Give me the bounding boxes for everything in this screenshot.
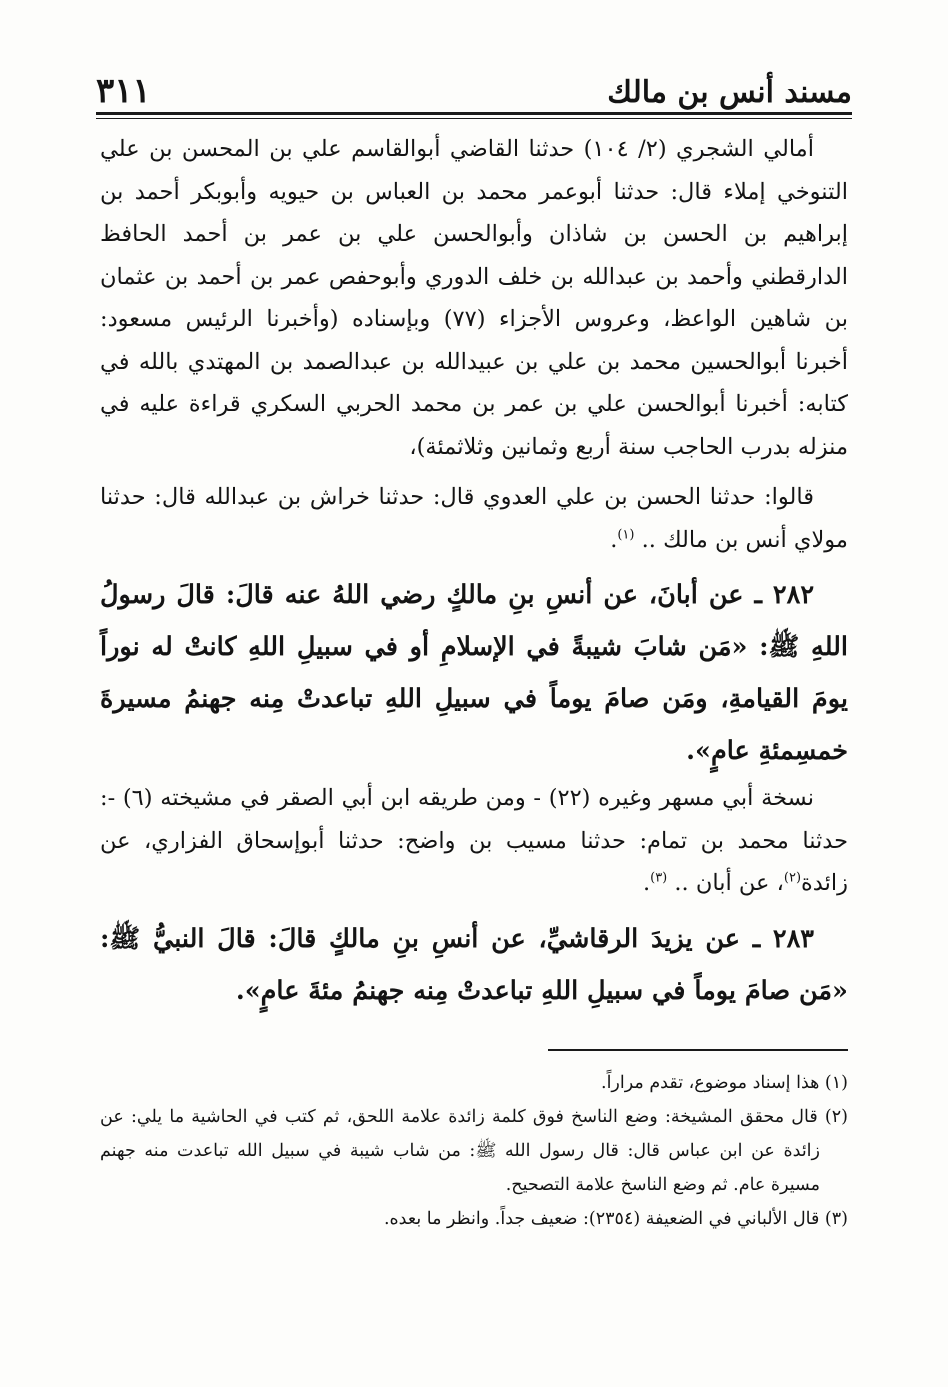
running-title: مسند أنس بن مالك — [607, 75, 852, 110]
footnote-ref-1: (١) — [617, 527, 635, 542]
footnote-ref-3: (٣) — [650, 870, 668, 886]
header-rule-thick — [96, 112, 852, 115]
source-paragraph-2: نسخة أبي مسهر وغيره (٢٢) - ومن طريقه ابن أبي الصقر في مشيخته (٦) -: حدثنا محمد بن تمام: حدثنا مسيب بن واضح: حدثنا أبوإسحاق الفزاري، عن زائدة$^{(٢)}$، عن أبان .. $^{(٣)}$. — [100, 785, 848, 896]
source-text-2a: نسخة أبي مسهر وغيره (٢٢) - ومن طريقه ابن أبي الصقر في مشيخته (٦) -: حدثنا محمد بن تمام: حدثنا مسيب بن واضح: حدثنا أبوإسحاق الفزاري، عن زائدة — [100, 785, 848, 896]
footnote-ref-2: (٢) — [783, 870, 802, 886]
footnote-divider — [548, 1049, 848, 1051]
source-text-2b: ، عن أبان .. — [674, 870, 784, 896]
footnotes — [100, 1066, 848, 1236]
hadith-283: ٢٨٣ ـ عن يزيدَ الرقاشيِّ، عن أنسِ بنِ مالكٍ قالَ: قالَ النبيُّ ﷺ: «مَن صامَ يوماً في سبيلِ اللهِ تباعدتْ مِنه جهنمُ مئةَ عامٍ». — [100, 923, 848, 1006]
page-number: ٣١١ — [96, 71, 151, 111]
chain-paragraph: قالوا: حدثنا الحسن بن علي العدوي قال: حدثنا خراش بن عبدالله قال: حدثنا مولاي أنس بن مالك .. $^{(١)}$. — [100, 484, 848, 553]
source-paragraph: أمالي الشجري (٢/ ١٠٤) حدثنا القاضي أبوالقاسم علي بن المحسن بن علي التنوخي إملاء قال: حدثنا أبوعمر محمد بن العباس بن حيويه وأبوبكر أحمد بن إبراهيم بن الحسن بن شاذان وأبوالحسن علي بن عمر بن أحمد الحافظ الدارقطني وأحمد بن عبدالله بن خلف الدوري وأبوحفص عمر بن أحمد بن عثمان بن شاهين الواعظ، وعروس الأجزاء (٧٧) وبإسناده (وأخبرنا الرئيس مسعود: أخبرنا أبوالحسين محمد بن علي بن عبيدالله بن عبدالصمد بن المهتدي بالله في كتابه: أخبرنا أبوالحسن علي بن عمر بن محمد الحربي السكري قراءة عليه في منزله بدرب الحاجب سنة أربع وثمانين وثلاثمئة)، — [100, 136, 848, 460]
chain-text: قالوا: حدثنا الحسن بن علي العدوي قال: حدثنا خراش بن عبدالله قال: حدثنا مولاي أنس بن مالك .. — [100, 484, 848, 553]
hadith-282: ٢٨٢ ـ عن أبانَ، عن أنسِ بنِ مالكٍ رضي اللهُ عنه قالَ: قالَ رسولُ اللهِ ﷺ: «مَن شابَ شيبةً في الإسلامِ أو في سبيلِ اللهِ كانتْ له نوراً يومَ القيامةِ، ومَن صامَ يوماً في سبيلِ اللهِ تباعدتْ مِنه جهنمُ مسيرةَ خمسِمئةِ عامٍ». — [100, 580, 848, 766]
footnote-2: (٢) قال محقق المشيخة: وضع الناسخ فوق كلمة زائدة علامة اللحق، ثم كتب في الحاشية ما يلي: عن زائدة عن ابن عباس قال: قال رسول الله ﷺ: من شاب شيبة في سبيل الله تباعدت منه جهنم مسيرة عام. ثم وضع الناسخ علامة التصحيح. — [100, 1107, 848, 1195]
footnote-3: (٣) قال الألباني في الضعيفة (٢٣٥٤): ضعيف جداً. وانظر ما بعده. — [383, 1209, 848, 1229]
header-rule-thin — [96, 118, 852, 119]
page-header — [96, 62, 852, 111]
footnote-1: (١) هذا إسناد موضوع، تقدم مراراً. — [601, 1073, 848, 1093]
main-text — [100, 128, 848, 1017]
